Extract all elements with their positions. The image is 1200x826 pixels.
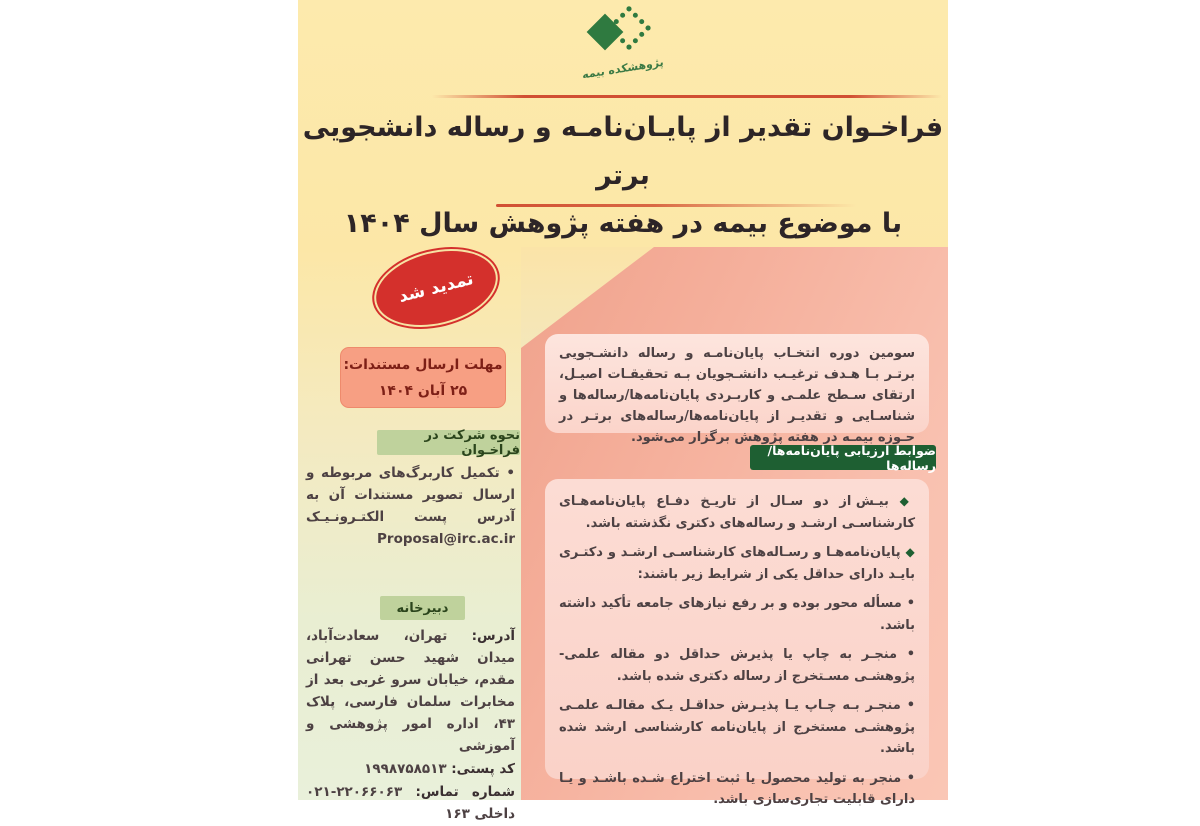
- criteria-item-text: بیـش از دو سـال از تاریـخ دفـاع پایان‌نامه‌هـای کارشناسـی ارشـد و رساله‌های دکتری نگذشته باشد.: [559, 494, 915, 531]
- criteria-item: [559, 542, 915, 585]
- criteria-subitem: [559, 768, 915, 811]
- criteria-item-text: منجـر بـه چـاپ یـا پذیـرش حداقـل یـک مقالـه علمـی پژوهشـی مستخرج از پایان‌نامه کارشناسی ارشد شده باشد.: [559, 698, 915, 756]
- deadline-date: ۲۵ آبان ۱۴۰۴: [378, 382, 468, 399]
- poster: [298, 0, 948, 822]
- poster-title-line-2: با موضوع بیمه در هفته پژوهش سال ۱۴۰۴: [343, 208, 903, 239]
- left-column: [298, 247, 522, 822]
- title-divider-top: [432, 95, 942, 98]
- secretariat-heading: دبیرخانه: [380, 596, 465, 620]
- address-line: [306, 625, 515, 757]
- criteria-item-text: پایان‌نامه‌هـا و رسـاله‌های کارشناسـی ارشـد و دکتـری بایـد دارای حداقل یکی از شرایط زیر باشند:: [559, 545, 915, 582]
- bullet-diamond-icon: ◆: [899, 494, 915, 508]
- bullet-dot-icon: •: [506, 465, 516, 481]
- institute-logo-signature: پژوهشکده بیمه: [582, 55, 664, 82]
- postal-code-value: ۱۹۹۸۷۵۸۵۱۳: [364, 761, 447, 777]
- criteria-item-text: مسأله محور بوده و بر رفع نیازهای جامعه تأکید داشته باشد.: [559, 596, 915, 633]
- extended-stamp: [368, 239, 503, 336]
- poster-title-line-1: فراخـوان تقدیر از پایـان‌نامـه و رساله دانشجویی برتر: [302, 112, 944, 191]
- criteria-item: [559, 491, 915, 534]
- right-column: [521, 247, 948, 807]
- bullet-dot-icon: •: [906, 647, 915, 662]
- phone-label: شماره تماس:: [415, 784, 515, 800]
- address-label: آدرس:: [471, 628, 516, 644]
- phone-line: [306, 781, 515, 825]
- title-divider-bottom: [496, 204, 946, 207]
- corner-wedge: [521, 247, 654, 348]
- criteria-subitem: [559, 593, 915, 636]
- intro-text: سومین دوره انتخـاب پایان‌نامـه و رساله دانشـجویی برتـر بـا هـدف ترغیـب دانشـجویان بـه تحقیقـات اصیـل، ارتقای سـطح علمـی و کاربـردی پایان‌نامه‌ها/رساله‌ها و شناسـایی و تقدیـر از پایان‌نامه‌ها/رساله‌های برتـر در حـوزه بیمـه در هفته پژوهش برگزار می‌شود.: [559, 346, 915, 445]
- participation-heading: نحوه شرکت در فراخـوان: [377, 430, 520, 455]
- phone-number: ۰۲۱-۲۲۰۶۶۰۶۳: [306, 784, 403, 800]
- address-text: تهران، سعادت‌آباد، میدان شهید حسن تهرانی مقدم، خیابان سرو غربی بعد از مخابرات سلمان فارسی، پلاک ۴۳، اداره امور پژوهشی و آموزشی: [306, 628, 515, 754]
- criteria-list: [545, 479, 929, 807]
- postal-code-line: [306, 758, 515, 780]
- phone-extension: داخلی ۱۶۳: [445, 806, 515, 822]
- criteria-subitem: [559, 644, 915, 687]
- criteria-item-text: منجر به تولید محصول یا ثبت اختراع شـده باشـد و یـا دارای قابلیت تجاری‌سازی باشد.: [559, 770, 915, 807]
- deadline-box: [340, 347, 506, 408]
- criteria-item-text: منجـر به چاپ یا پذیرش حداقل دو مقاله علمی-پژوهشـی مسـتخرج از رساله دکتری شده باشد.: [559, 647, 915, 684]
- bullet-dot-icon: •: [906, 698, 915, 713]
- participation-text: [306, 462, 515, 550]
- extended-stamp-text: تمدید شد: [396, 269, 476, 307]
- criteria-subitem: [559, 695, 915, 760]
- deadline-label: مهلت ارسال مستندات:: [343, 356, 503, 373]
- secretariat-block: [306, 625, 515, 826]
- bullet-dot-icon: •: [906, 770, 916, 786]
- bullet-diamond-icon: ◆: [905, 545, 916, 559]
- criteria-heading: ضوابط ارزیابی پایان‌نامه‌ها/رساله‌ها: [750, 445, 936, 470]
- intro-box: [545, 334, 929, 445]
- participation-text-body: تکمیل کاربرگ‌های مربوطه و ارسال تصویر مستندات آن به آدرس پست الکتـرونـیـک Proposal@irc.ac.ir: [306, 465, 515, 547]
- postal-code-label: کد پستی:: [451, 761, 515, 777]
- poster-title: [298, 104, 948, 248]
- institute-logo: [583, 8, 657, 64]
- bullet-dot-icon: •: [906, 596, 916, 611]
